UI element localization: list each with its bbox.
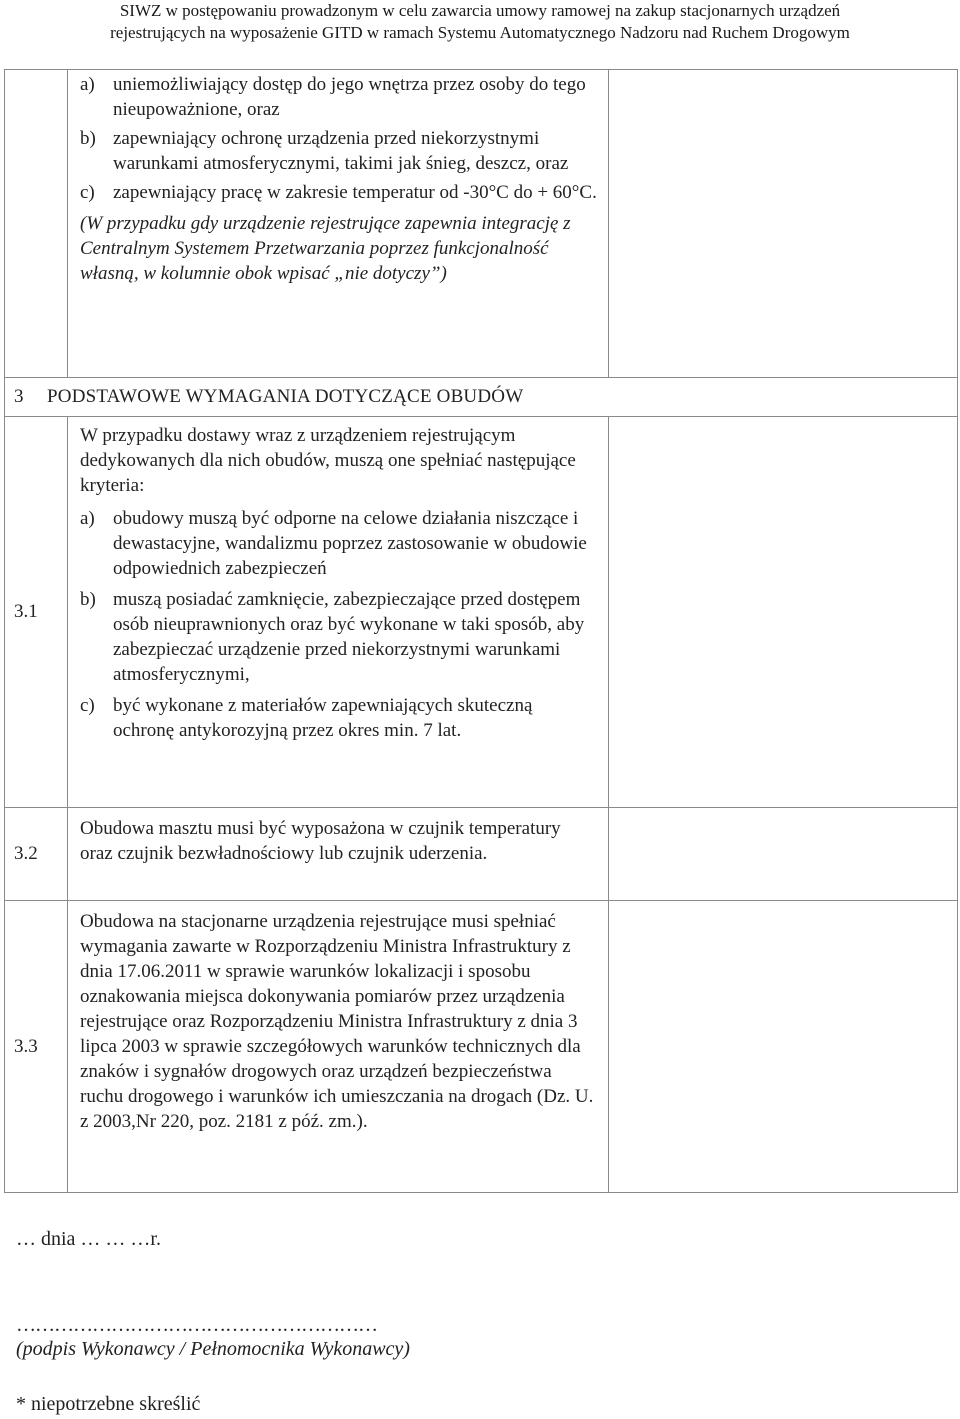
response-cell[interactable]: [609, 417, 958, 808]
row-text: Obudowa masztu musi być wyposażona w czujnik temperatury oraz czujnik bezwładnościowy lub czujnik uderzenia.: [80, 818, 561, 864]
list-item: c) być wykonane z materiałów zapewniających skuteczną ochronę antykorozyjną przez okres min. 7 lat.: [80, 695, 533, 741]
response-cell[interactable]: [609, 70, 958, 378]
response-cell[interactable]: [609, 901, 958, 1193]
signature-dots: …………………………………………………: [16, 1314, 377, 1336]
section-number: 3: [14, 386, 24, 407]
row-number: 3.2: [5, 808, 68, 901]
header-line-1: SIWZ w postępowaniu prowadzonym w celu zawarcia umowy ramowej na zakup stacjonarnych urządzeń: [119, 1, 841, 20]
footnote: * niepotrzebne skreślić: [16, 1393, 201, 1415]
table-row: [5, 808, 958, 901]
list-item: a) obudowy muszą być odporne na celowe działania niszczące i dewastacyjne, wandalizmu poprzez zastosowanie w obudowie odpowiednich zabezpieczeń: [80, 508, 587, 579]
content-cell: [68, 808, 609, 901]
list-item: a) uniemożliwiający dostęp do jego wnętrza przez osoby do tego nieupoważnione, oraz: [80, 74, 586, 120]
content-cell: [68, 417, 609, 808]
content-cell: [68, 70, 609, 378]
list-item: c) zapewniający pracę w zakresie temperatur od -30°C do + 60°C.: [80, 182, 597, 203]
signature-caption: (podpis Wykonawcy / Pełnomocnika Wykonawcy): [16, 1338, 410, 1360]
number-cell: [5, 70, 68, 378]
section-title: PODSTAWOWE WYMAGANIA DOTYCZĄCE OBUDÓW: [47, 386, 524, 407]
section-header: [5, 378, 958, 417]
italic-note: (W przypadku gdy urządzenie rejestrujące zapewnia integrację z Centralnym Systemem Przetwarzania poprzez funkcjonalność własną, w kolumnie obok wpisać „nie dotyczy”): [80, 213, 571, 284]
row-number: 3.3: [5, 901, 68, 1193]
date-line: … dnia … … …r.: [16, 1228, 161, 1250]
content-cell: [68, 901, 609, 1193]
document-header: [0, 0, 960, 44]
row-number: 3.1: [5, 417, 68, 808]
section-header-row: [5, 378, 958, 417]
table-row: [5, 901, 958, 1193]
row-intro: W przypadku dostawy wraz z urządzeniem rejestrującym dedykowanych dla nich obudów, muszą one spełniać następujące kryteria:: [80, 425, 576, 496]
requirements-table: [4, 69, 958, 1193]
response-cell[interactable]: [609, 808, 958, 901]
list-item: b) muszą posiadać zamknięcie, zabezpieczające przed dostępem osób nieuprawnionych oraz być wykonane w taki sposób, aby zabezpieczać urządzenie przed niekorzystnymi warunkami atmosferycznymi,: [80, 589, 585, 685]
table-row-continued: [5, 70, 958, 378]
table-row: [5, 417, 958, 808]
row-text: Obudowa na stacjonarne urządzenia rejestrujące musi spełniać wymagania zawarte w Rozporządzeniu Ministra Infrastruktury z dnia 17.06.2011 w sprawie warunków lokalizacji i sposobu oznakowania miejsca dokonywania pomiarów przez urządzenia rejestrujące oraz Rozporządzeniu Ministra Infrastruktury z dnia 3 lipca 2003 w sprawie szczegółowych warunków technicznych dla znaków i sygnałów drogowych oraz urządzeń bezpieczeństwa ruchu drogowego i warunków ich umieszczania na drogach (Dz. U. z 2003,Nr 220, poz. 2181 z póź. zm.).: [80, 911, 594, 1132]
header-line-2: rejestrujących na wyposażenie GITD w ramach Systemu Automatycznego Nadzoru nad Ruchem Drogowym: [110, 23, 850, 42]
list-item: b) zapewniający ochronę urządzenia przed niekorzystnymi warunkami atmosferycznymi, takimi jak śnieg, deszcz, oraz: [80, 128, 569, 174]
